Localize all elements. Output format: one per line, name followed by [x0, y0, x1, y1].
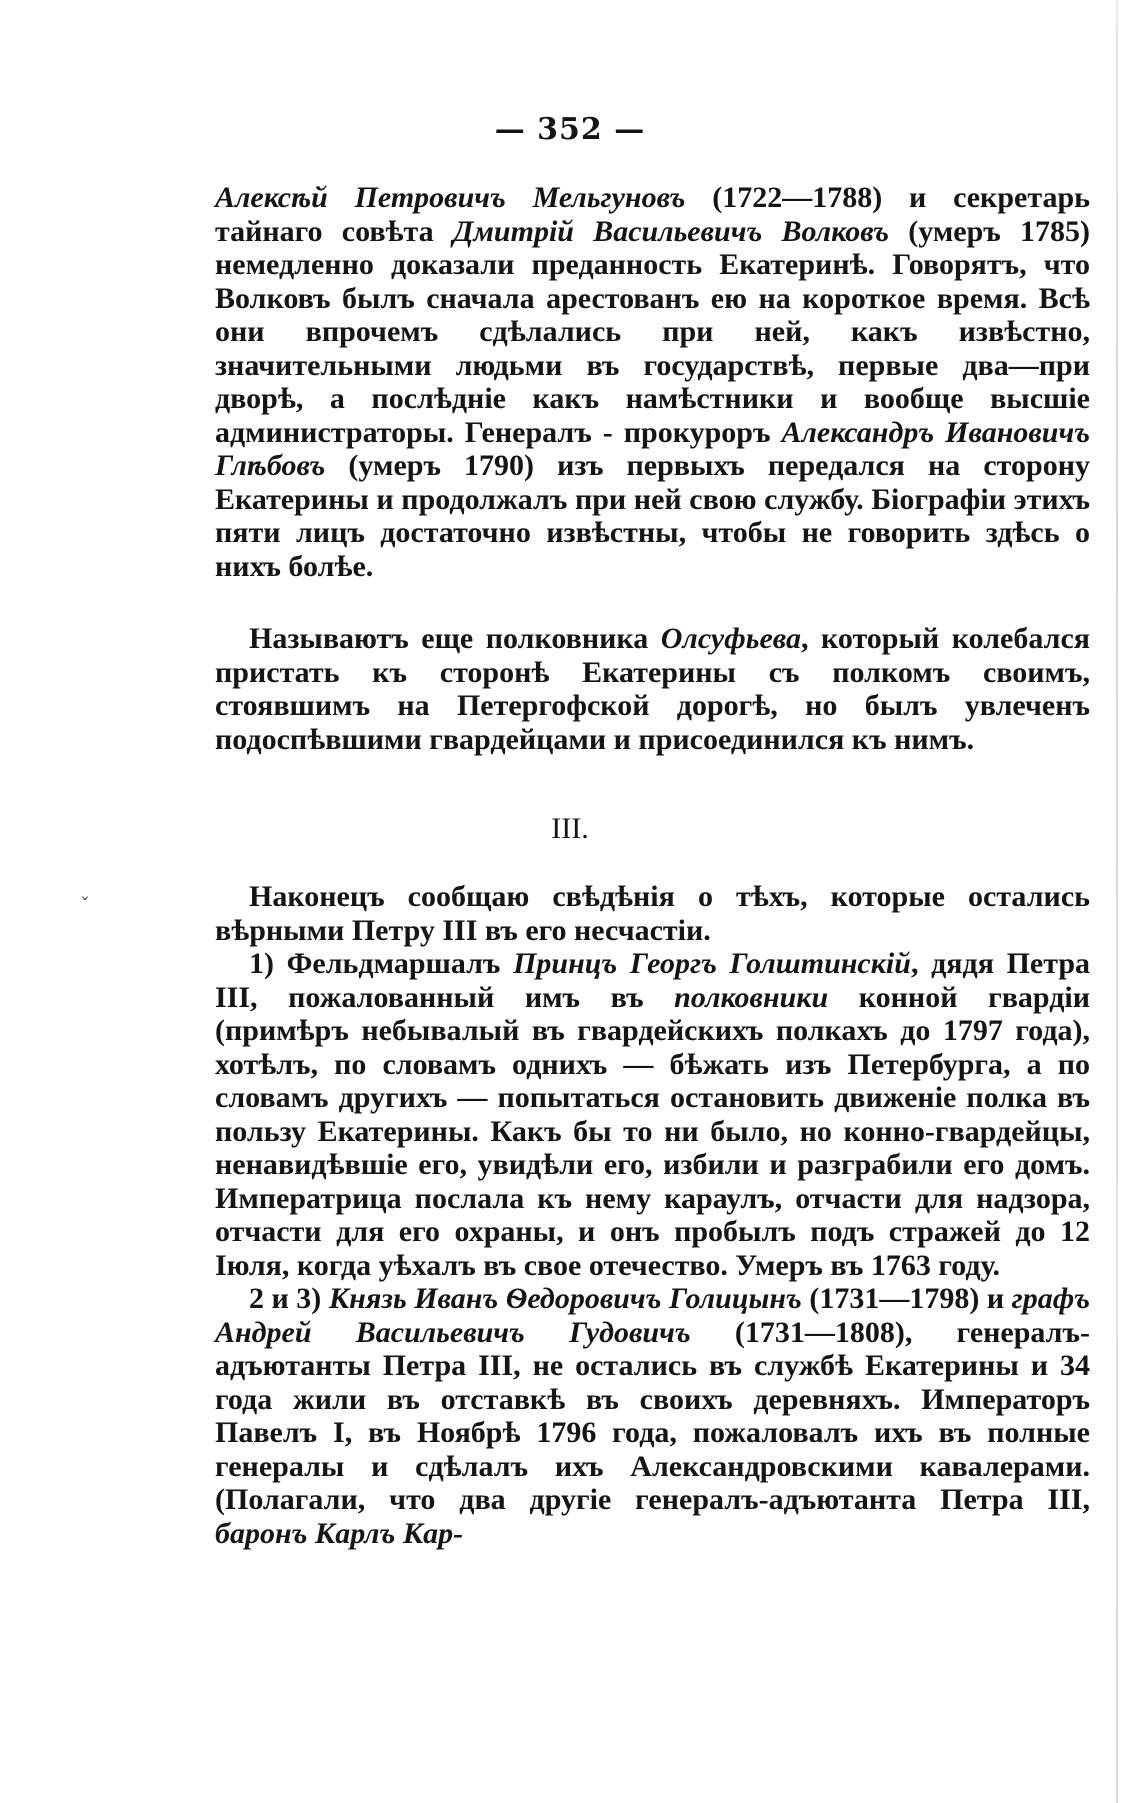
italic-name-run: Александръ Ивановичъ Глѣбовъ [215, 415, 1090, 482]
page-edge-line [1116, 0, 1118, 1803]
italic-name-run: Князь Иванъ Ѳедоровичъ Голицынъ [328, 1282, 802, 1315]
italic-name-run: полковники [674, 980, 829, 1014]
text-run: 1) Фельдмаршалъ [249, 947, 514, 980]
italic-name-run: баронъ Карлъ Кар- [215, 1516, 464, 1550]
text-run: 2 и 3) [249, 1282, 329, 1315]
text-run: (умеръ 1785) немедленно доказали преданность Екатеринѣ. Говорятъ, что Волковъ былъ сначала арестованъ ею на короткое время. Всѣ они впрочемъ сдѣлались при ней, какъ извѣстно, значительными людьми въ государствѣ, первые два—при дворѣ, а послѣдніе какъ намѣстники и вообще высшіе администраторы. Генералъ - прокуроръ [215, 214, 1090, 449]
text-block-section-iii [215, 880, 1090, 1550]
page-number: — 352 — [494, 112, 646, 147]
margin-mark: ˇ [80, 893, 90, 917]
text-run: Называютъ еще полковника [249, 622, 661, 655]
text-run: (1722—1788) и секретарь тайнаго совѣта [215, 181, 1090, 248]
italic-name-run: Олсуфьева [660, 622, 801, 655]
paragraph [215, 1282, 1090, 1550]
text-run: (умеръ 1790) изъ первыхъ передался на сторону Екатерины и продолжалъ при ней свою службу. Біографіи этихъ пяти лицъ достаточно извѣстны, чтобы не говорить здѣсь о нихъ болѣе. [215, 449, 1090, 583]
paragraph [215, 181, 1090, 583]
text-run: (1731—1808), генералъ-адъютанты Петра III, не остались въ службѣ Екатерины и 34 года жили въ отставкѣ въ своихъ деревняхъ. Императоръ Павелъ I, въ Ноябрѣ 1796 года, пожаловалъ ихъ въ полные генералы и сдѣлалъ ихъ Александровскими кавалерами. (Полагали, что два другіе генералъ-адъютанта Петра III, [215, 1315, 1090, 1516]
text-run: конной гвардіи (примѣръ небывалый въ гвардейскихъ полкахъ до 1797 года), хотѣлъ, по словамъ однихъ — бѣжать изъ Петербурга, а по словамъ другихъ — попытаться остановить движеніе полка въ пользу Екатерины. Какъ бы то ни было, но конно-гвардейцы, ненавидѣвшіе его, увидѣли его, избили и разграбили его домъ. Императрица послала къ нему караулъ, отчасти для надзора, отчасти для его охраны, и онъ пробылъ подъ стражей до 12 Іюля, когда уѣхалъ въ свое отечество. Умеръ въ 1763 году. [215, 980, 1090, 1282]
text-run: Наконецъ сообщаю свѣдѣнія о тѣхъ, которые остались вѣрными Петру III въ его несчастіи. [215, 880, 1090, 947]
section-heading: III. [551, 812, 589, 845]
paragraph [215, 880, 1090, 947]
text-run: , дядя Петра III, пожалованный имъ въ [215, 947, 1090, 1014]
italic-name-run: Алексѣй Петровичъ Мельгуновъ [215, 181, 686, 214]
italic-name-run: Дмитрій Васильевичъ Волковъ [452, 214, 890, 248]
italic-name-run: Принцъ Георгъ Голштинскій [513, 947, 911, 980]
paragraph [215, 947, 1090, 1282]
paragraph [215, 622, 1090, 756]
text-run: (1731—1798) и [801, 1282, 1012, 1315]
text-run: , который колебался пристать къ сторонѣ Екатерины съ полкомъ своимъ, стоявшимъ на Петергофской дорогѣ, но былъ увлеченъ подоспѣвшими гвардейцами и присоединился къ нимъ. [215, 622, 1090, 756]
italic-name-run: графъ Андрей Васильевичъ Гудовичъ [215, 1282, 1091, 1349]
text-block-top [215, 181, 1090, 583]
text-block-olsufiev [215, 622, 1090, 756]
